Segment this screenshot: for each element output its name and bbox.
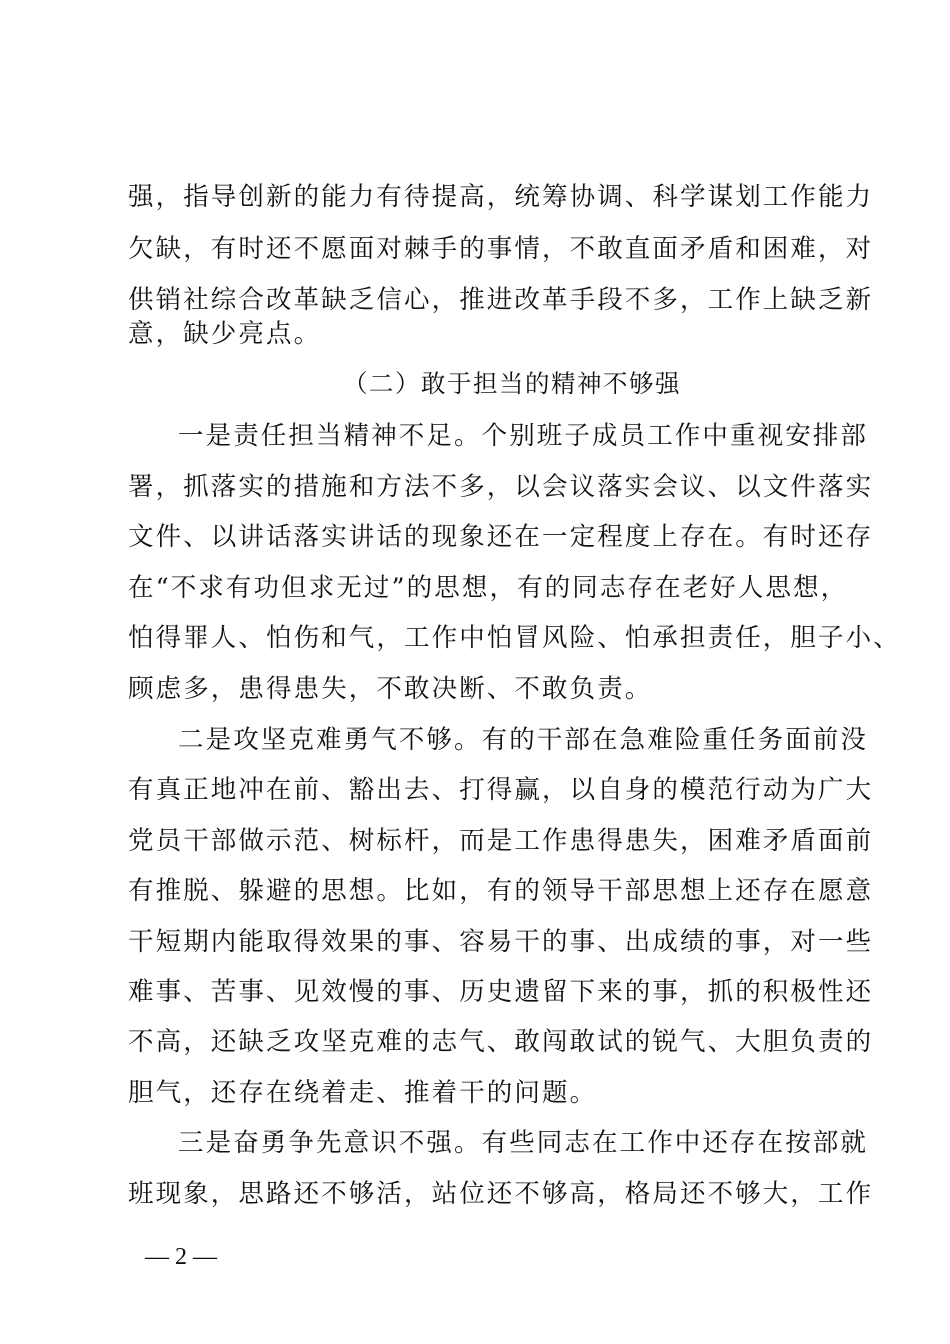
paragraph-2-line: 胆气，还存在绕着走、推着干的问题。 [128, 1078, 598, 1108]
paragraph-3-line: 班现象，思路还不够活，站位还不够高，格局还不够大，工作 [128, 1179, 874, 1209]
body-line: 供销社综合改革缺乏信心，推进改革手段不多，工作上缺乏新 [128, 285, 874, 315]
paragraph-2-line: 有真正地冲在前、豁出去、打得赢，以自身的模范行动为广大 [128, 775, 874, 805]
paragraph-2-line: 干短期内能取得效果的事、容易干的事、出成绩的事，对一些 [128, 927, 874, 957]
paragraph-1-line: 文件、以讲话落实讲话的现象还在一定程度上存在。有时还存 [128, 522, 874, 552]
paragraph-1-line: 顾虑多，患得患失，不敢决断、不敢负责。 [128, 674, 653, 704]
page-number: — 2 — [145, 1244, 217, 1270]
paragraph-3-line: 三是奋勇争先意识不强。有些同志在工作中还存在按部就 [178, 1128, 869, 1158]
paragraph-2-line: 党员干部做示范、树标杆，而是工作患得患失，困难矛盾面前 [128, 826, 874, 856]
section-heading: （二）敢于担当的精神不够强 [343, 369, 681, 398]
body-line: 欠缺，有时还不愿面对棘手的事情，不敢直面矛盾和困难，对 [128, 234, 874, 264]
paragraph-2-line: 二是攻坚克难勇气不够。有的干部在急难险重任务面前没 [178, 725, 869, 755]
body-line: 意，缺少亮点。 [128, 319, 322, 349]
paragraph-2-line: 难事、苦事、见效慢的事、历史遗留下来的事，抓的积极性还 [128, 977, 874, 1007]
paragraph-1-line: 署，抓落实的措施和方法不多，以会议落实会议、以文件落实 [128, 472, 874, 502]
paragraph-2-line: 不高，还缺乏攻坚克难的志气、敢闯敢试的锐气、大胆负责的 [128, 1027, 874, 1057]
paragraph-1-line: 在“不求有功但求无过”的思想，有的同志存在老好人思想， [128, 573, 849, 603]
paragraph-1-line: 怕得罪人、怕伤和气，工作中怕冒风险、怕承担责任，胆子小、 [128, 623, 901, 653]
paragraph-1-line: 一是责任担当精神不足。个别班子成员工作中重视安排部 [178, 421, 869, 451]
paragraph-2-line: 有推脱、躲避的思想。比如，有的领导干部思想上还存在愿意 [128, 876, 874, 906]
body-line: 强，指导创新的能力有待提高，统筹协调、科学谋划工作能力 [128, 182, 874, 212]
